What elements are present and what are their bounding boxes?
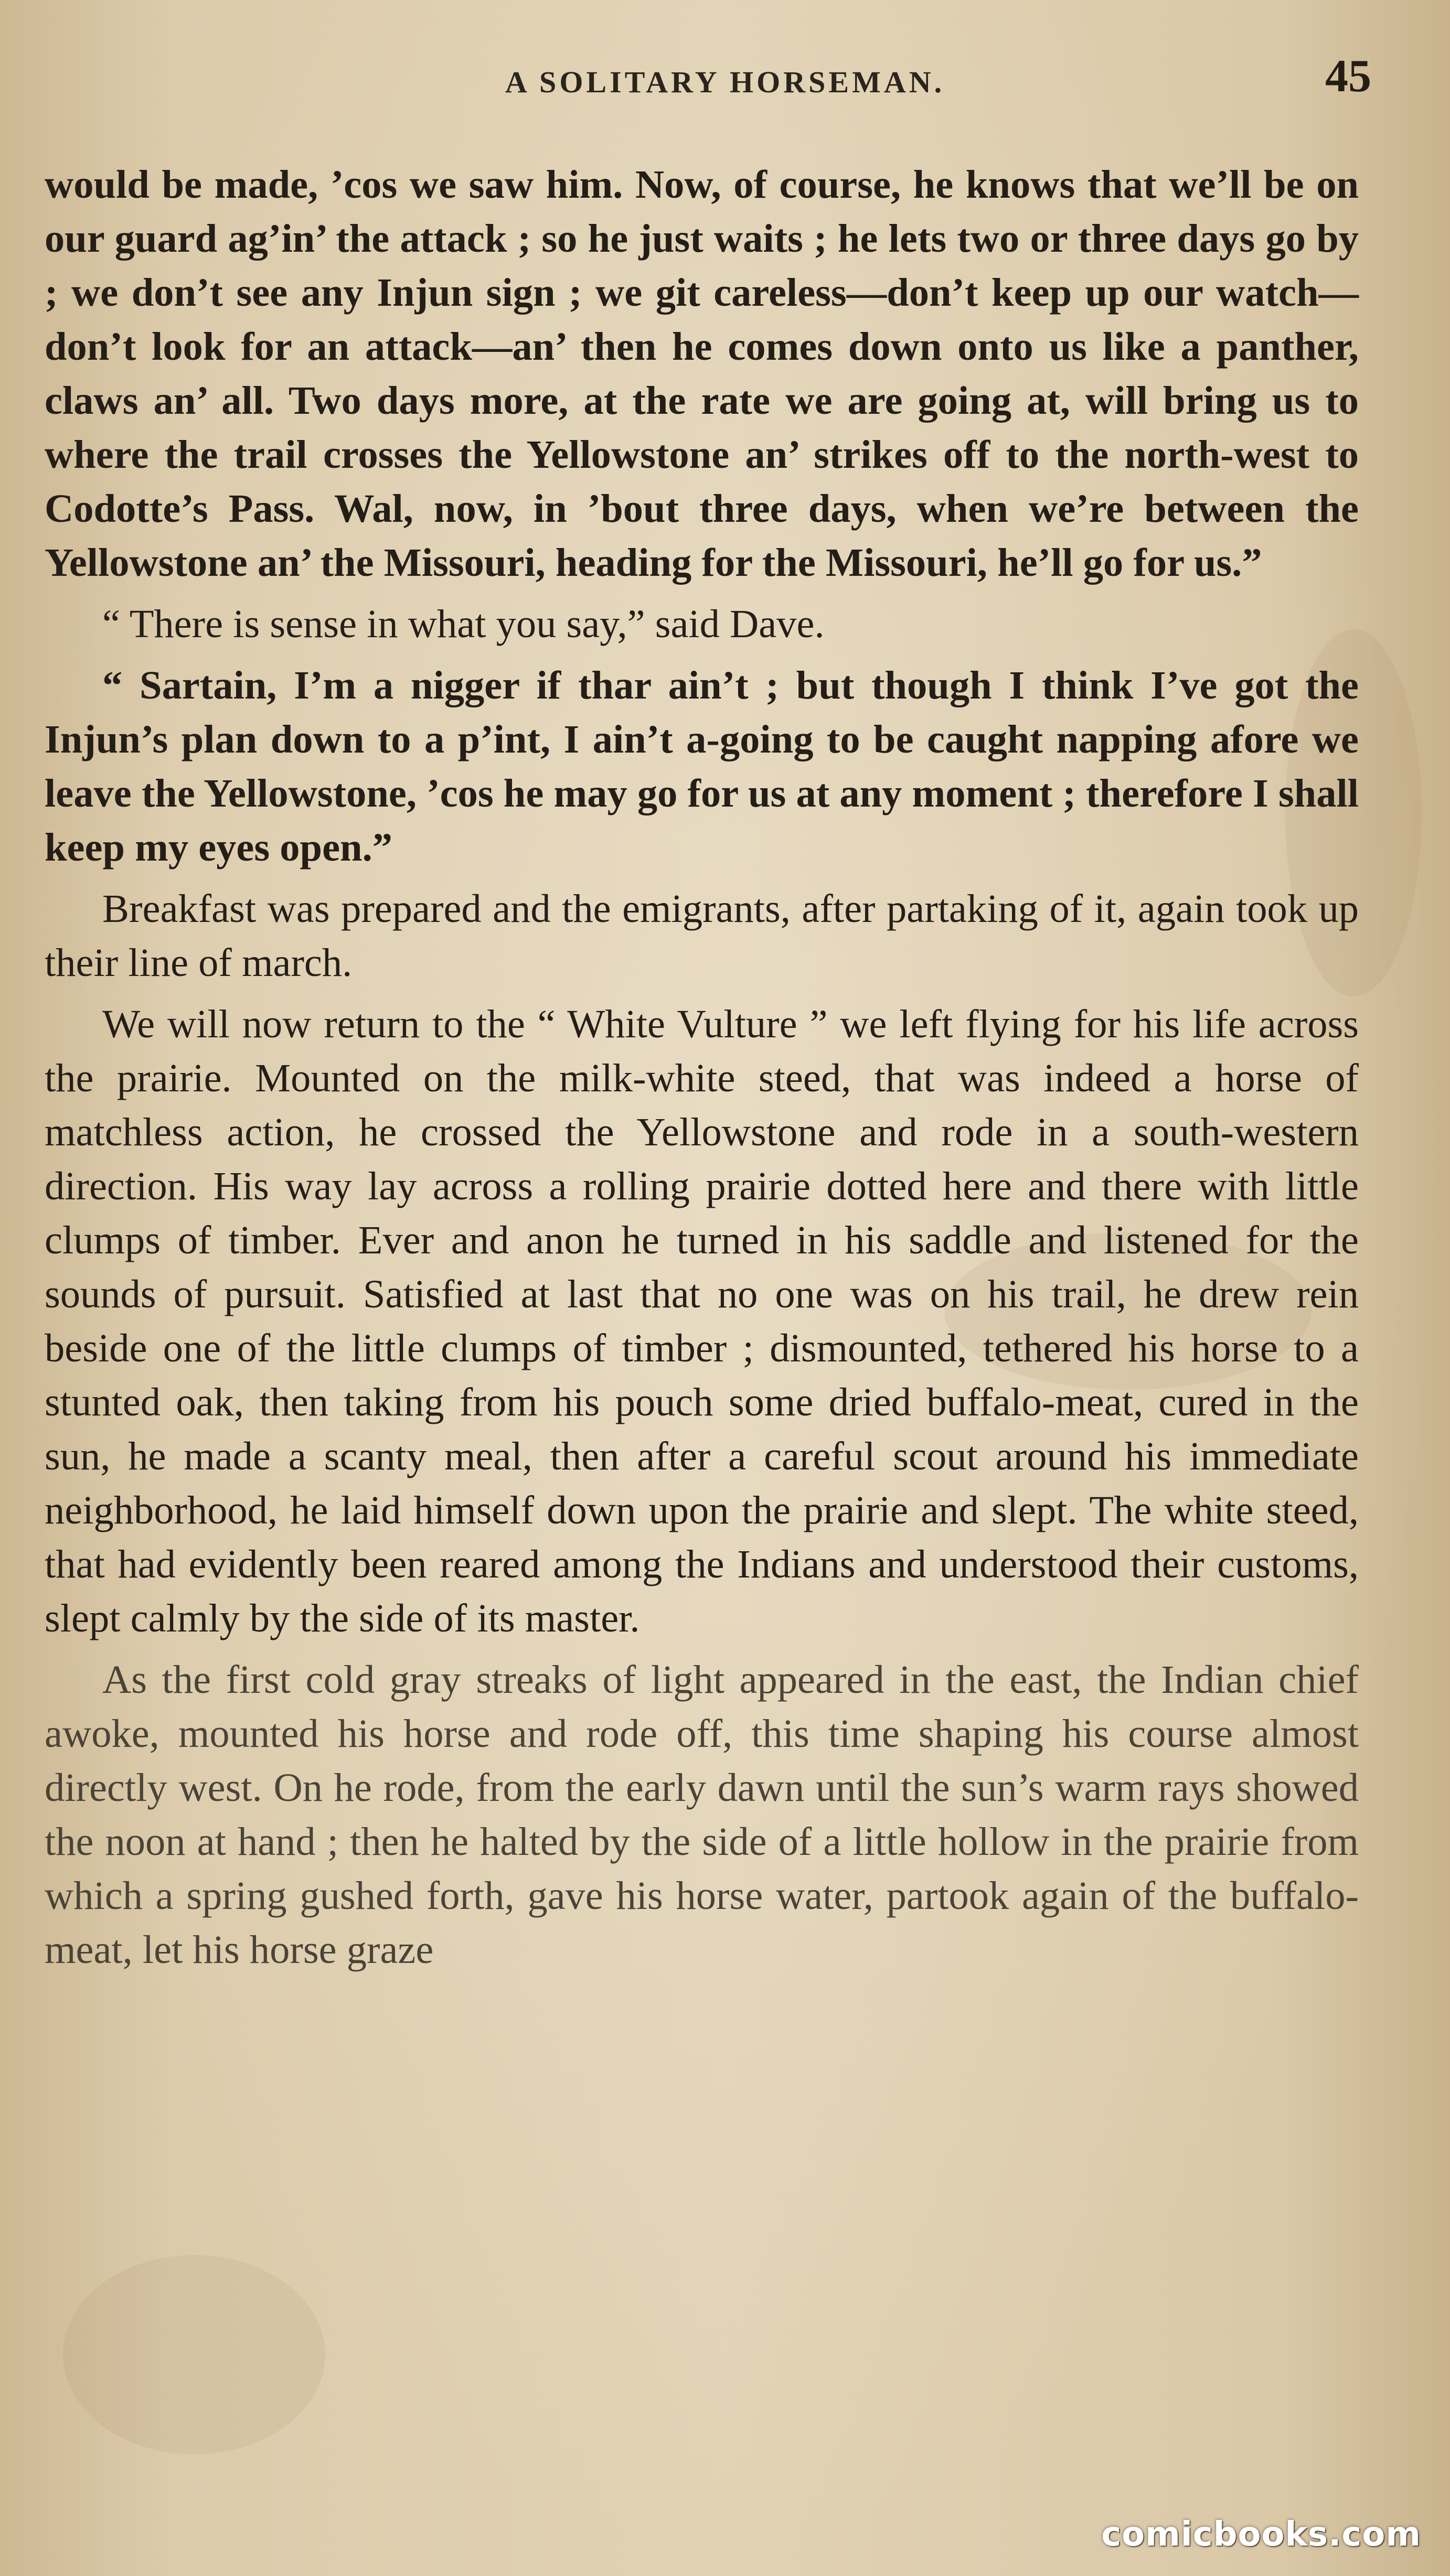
paragraph: would be made, ’cos we saw him. Now, of course, he knows that we’ll be on our guard ag’in’ the attack ; so he just waits ; he lets two or three days go by ; we don’t see any Injun sign ; we git careless—don’t keep up our watch—don’t look for an attack—an’ then he comes down onto us like a panther, claws an’ all. Two days more, at the rate we are going at, will bring us to where the trail crosses the Yellowstone an’ strikes off to the north-west to Codotte’s Pass. Wal, now, in ’bout three days, when we’re between the Yellowstone an’ the Missouri, heading for the Missouri, he’ll go for us.”	[45, 162, 1359, 585]
paragraph: “ Sartain, I’m a nigger if thar ain’t ; but though I think I’ve got the Injun’s plan down to a p’int, I ain’t a-going to be caught napping afore we leave the Yellowstone, ’cos he may go for us at any moment ; therefore I shall keep my eyes open.”	[45, 663, 1359, 870]
watermark: comicbooks.com	[1101, 2515, 1421, 2554]
body-text	[45, 157, 1359, 1984]
page-header	[0, 50, 1450, 113]
paper-stain	[63, 2255, 325, 2454]
paragraph: As the first cold gray streaks of light appeared in the east, the Indian chief awoke, mounted his horse and rode off, this time shaping his course almost directly west. On he rode, from the early dawn until the sun’s warm rays showed the noon at hand ; then he halted by the side of a little hollow in the prairie from which a spring gushed forth, gave his horse water, partook again of the buffalo-meat, let his horse graze	[45, 1657, 1359, 1972]
paragraph: “ There is sense in what you say,” said Dave.	[102, 602, 825, 646]
paragraph: Breakfast was prepared and the emigrants, after partaking of it, again took up their line of march.	[45, 886, 1359, 985]
page-number: 45	[1325, 51, 1371, 102]
running-head: A SOLITARY HORSEMAN.	[505, 65, 945, 99]
paragraph: We will now return to the “ White Vulture ” we left flying for his life across the prairie. Mounted on the milk-white steed, that was indeed a horse of matchless action, he crossed the Yellowstone and rode in a south-western direction. His way lay across a rolling prairie dotted here and there with little clumps of timber. Ever and anon he turned in his saddle and listened for the sounds of pursuit. Satisfied at last that no one was on his trail, he drew rein beside one of the little clumps of timber ; dismounted, tethered his horse to a stunted oak, then taking from his pouch some dried buffalo-meat, cured in the sun, he made a scanty meal, then after a careful scout around his immediate neighborhood, he laid himself down upon the prairie and slept. The white steed, that had evidently been reared among the Indians and understood their customs, slept calmly by the side of its master.	[45, 1002, 1359, 1640]
